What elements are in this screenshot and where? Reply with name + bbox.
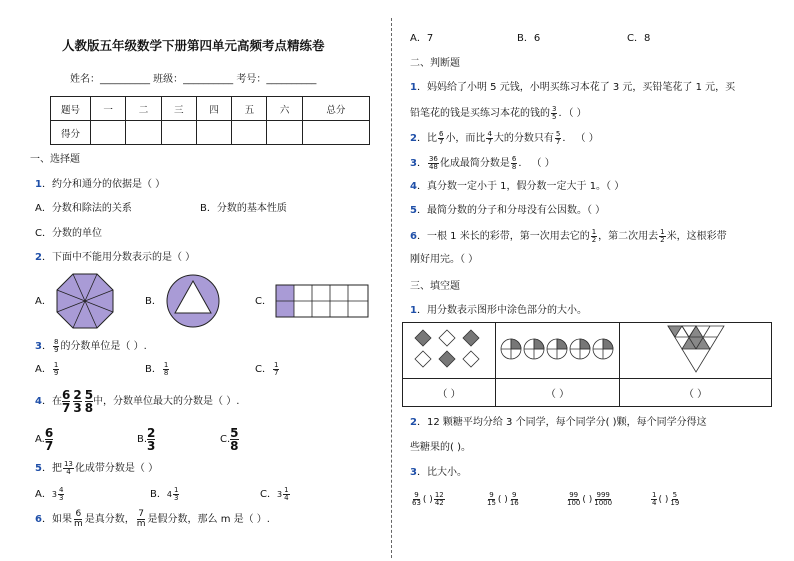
score-table-header-row <box>51 97 370 121</box>
judge-3: 3 ． $\frac{36}{48}$ 化成最简分数是 $\frac{6}{8}$ ． （ ） <box>410 155 555 171</box>
score-row-label: 得分 <box>51 121 91 145</box>
q3-option-c[interactable]: C． $\frac{1}{7}$ <box>255 361 279 377</box>
q5-option-b[interactable]: B． 4 $\frac{1}{3}$ <box>150 486 179 502</box>
triangle-figure-cell <box>620 323 772 379</box>
q1-option-a[interactable]: A．分数和除法的关系 <box>35 203 132 214</box>
figure-answer-blank[interactable]: （ ） <box>620 379 772 407</box>
score-cell[interactable] <box>196 121 231 145</box>
score-header: 四 <box>196 97 231 121</box>
judge-6: 6 ．一根 1 米长的彩带，第一次用去它的 $\frac{1}{2}$ ，第二次用去 $\frac{1}{2}$ 米，这根彩带 <box>410 228 727 244</box>
judge-1-line2: 铅笔花的钱是买练习本花的钱的 $\frac{3}{5}$ ．（ ） <box>410 105 587 121</box>
score-header: 五 <box>232 97 267 121</box>
judge-5: 5．最简分数的分子和分母没有公因数。（ ） <box>410 205 606 216</box>
compare-item: $\frac{9}{63}$ ( ) $\frac{12}{42}$ <box>412 491 444 507</box>
section-judge-heading: 二、判断题 <box>410 58 460 69</box>
triangle-figure <box>666 324 726 374</box>
score-header: 一 <box>91 97 126 121</box>
score-header: 总分 <box>302 97 369 121</box>
q2-option-a[interactable]: A． <box>35 296 52 307</box>
question-6: 6 ．如果 $\frac{6}{m}$ 是真分数， $\frac{7}{m}$ 是假分数，那么 m 是（ ）. <box>35 509 270 529</box>
q1-option-b[interactable]: B．分数的基本性质 <box>200 203 287 214</box>
score-cell[interactable] <box>91 121 126 145</box>
score-cell[interactable] <box>267 121 302 145</box>
compare-item: $\frac{9}{15}$ ( ) $\frac{9}{16}$ <box>487 491 519 507</box>
compare-item: $\frac{99}{100}$ ( ) $\frac{999}{1000}$ <box>567 491 613 507</box>
compare-blank[interactable]: ( ) <box>422 494 433 505</box>
compare-blank[interactable]: ( ) <box>497 494 508 505</box>
judge-4: 4．真分数一定小于 1，假分数一定大于 1。（ ） <box>410 181 625 192</box>
diamonds-figure <box>411 327 487 371</box>
q3-option-b[interactable]: B． $\frac{1}{8}$ <box>145 361 169 377</box>
question-4: 4 ．在 6 7 2 3 5 8 中，分数单位最大的分数是（ ）. <box>35 388 240 415</box>
page-title: 人教版五年级数学下册第四单元高频考点精练卷 <box>62 38 325 53</box>
judge-1: 1．妈妈给了小明 5 元钱，小明买练习本花了 3 元，买铅笔花了 1 元，买 <box>410 82 736 93</box>
judge-2: 2 ．比 $\frac{6}{7}$ 小，而比 $\frac{4}{7}$ 大的分数只有 $\frac{5}{7}$ ． （ ） <box>410 130 599 146</box>
score-header: 题号 <box>51 97 91 121</box>
q5-option-a[interactable]: A． 3 $\frac{4}{3}$ <box>35 486 64 502</box>
q1-option-c[interactable]: C．分数的单位 <box>35 228 102 239</box>
circle-triangle-figure <box>165 273 221 329</box>
fill-2-line2: 些糖果的( )。 <box>410 442 471 453</box>
diamonds-figure-cell <box>403 323 496 379</box>
octagon-figure <box>55 272 115 330</box>
score-cell[interactable] <box>302 121 369 145</box>
q2-option-c[interactable]: C． <box>255 296 272 307</box>
q6-option-c[interactable]: C．8 <box>627 33 651 44</box>
section-fill-heading: 三、填空题 <box>410 281 460 292</box>
circles-figure-cell <box>496 323 620 379</box>
right-column <box>405 0 775 561</box>
score-cell[interactable] <box>232 121 267 145</box>
score-table-score-row <box>51 121 370 145</box>
q5-option-c[interactable]: C． 3 $\frac{1}{4}$ <box>260 486 289 502</box>
q4-option-b[interactable]: B. 2 3 <box>137 426 156 453</box>
circles-figure <box>499 336 617 362</box>
q4-option-c[interactable]: C. 5 8 <box>220 426 239 453</box>
grid-rectangle-figure <box>275 284 369 318</box>
score-header: 二 <box>126 97 161 121</box>
figure-answer-blank[interactable]: （ ） <box>403 379 496 407</box>
score-cell[interactable] <box>126 121 161 145</box>
question-5: 5 ．把 $\frac{13}{4}$ 化成带分数是（ ） <box>35 460 159 476</box>
fill-3: 3．比大小。 <box>410 467 467 478</box>
fill-1: 1．用分数表示图形中涂色部分的大小。 <box>410 305 587 316</box>
compare-item: $\frac{1}{4}$ ( ) $\frac{5}{19}$ <box>652 491 680 507</box>
compare-blank[interactable]: ( ) <box>658 494 669 505</box>
score-header: 三 <box>161 97 196 121</box>
shaded-figures-table <box>402 322 772 407</box>
section-choice-heading: 一、选择题 <box>30 154 80 165</box>
q6-option-a[interactable]: A．7 <box>410 33 434 44</box>
q2-option-b[interactable]: B． <box>145 296 162 307</box>
q4-option-a[interactable]: A. 6 7 <box>35 426 54 453</box>
score-cell[interactable] <box>161 121 196 145</box>
question-1: 1．约分和通分的依据是（ ） <box>35 179 166 190</box>
score-table <box>50 96 370 145</box>
student-info-line: 姓名：__________ 班级：__________ 考号：__________ <box>70 74 317 85</box>
fill-2: 2．12 颗糖平均分给 3 个同学，每个同学分( )颗，每个同学分得这 <box>410 417 707 428</box>
q3-option-a[interactable]: A． $\frac{1}{9}$ <box>35 361 59 377</box>
q6-option-b[interactable]: B．6 <box>517 33 541 44</box>
score-header: 六 <box>267 97 302 121</box>
figure-answer-blank[interactable]: （ ） <box>496 379 620 407</box>
judge-6-line2: 刚好用完。（ ） <box>410 254 479 265</box>
question-2: 2．下面中不能用分数表示的是（ ） <box>35 252 196 263</box>
question-3: 3 ． $\frac{8}{9}$ 的分数单位是（ ）. <box>35 338 147 354</box>
left-column <box>30 0 378 561</box>
column-divider <box>391 18 392 558</box>
compare-blank[interactable]: ( ) <box>582 494 593 505</box>
